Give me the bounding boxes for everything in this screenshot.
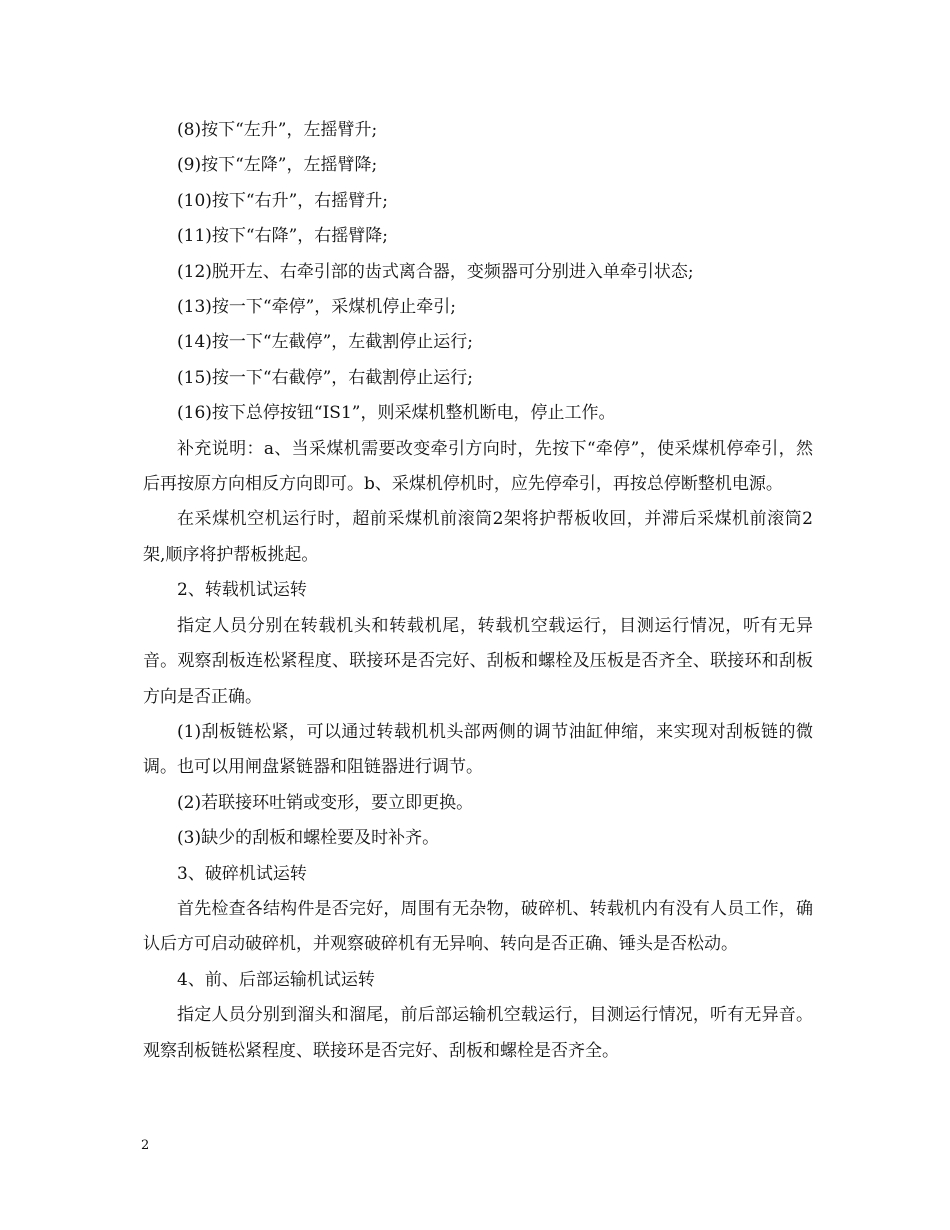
document-body (143, 113, 813, 1069)
paragraph-item-8: (8)按下“左升”，左摇臂升; (177, 120, 378, 140)
supplementary-note: 补充说明：a、当采煤机需要改变牵引方向时，先按下“牵停”，使采煤机停牵引，然后再按原方向相反方向即可。b、采煤机停机时，应先停牵引，再按总停断整机电源。 (143, 438, 813, 495)
paragraph-item-15: (15)按一下“右截停”，右截割停止运行; (177, 367, 474, 388)
paragraph-item-9: (9)按下“左降”，左摇臂降; (177, 155, 378, 176)
section-heading-crusher: 3、破碎机试运转 (177, 863, 307, 884)
paragraph-item-14: (14)按一下“左截停”，左截割停止运行; (177, 332, 474, 353)
paragraph-item-11: (11)按下“右降”，右摇臂降; (177, 226, 389, 247)
crusher-paragraph: 首先检查各结构件是否完好，周围有无杂物，破碎机、转载机内有没有人员工作，确认后方可启动破碎机，并观察破碎机有无异响、转向是否正确、锤头是否松动。 (143, 898, 813, 955)
paragraph-item-16: (16)按下总停按钮“IS1”，则采煤机整机断电，停止工作。 (177, 403, 616, 424)
page-number: 2 (141, 1138, 150, 1153)
empty-run-note: 在采煤机空机运行时，超前采煤机前滚筒2架将护帮板收回，并滞后采煤机前滚筒2架,顺序将护帮板挑起。 (143, 509, 813, 565)
transfer-machine-paragraph: 指定人员分别在转载机头和转载机尾，转载机空载运行，目测运行情况，听有无异音。观察刮板连松紧程度、联接环是否完好、刮板和螺栓及压板是否齐全、联接环和刮板方向是否正确。 (143, 615, 813, 707)
scraper-chain-adjustment: (1)刮板链松紧，可以通过转载机机头部两侧的调节油缸伸缩，来实现对刮板链的微调。也可以用闸盘紧链器和阻链器进行调节。 (143, 721, 813, 778)
section-heading-transfer-machine: 2、转载机试运转 (177, 580, 307, 601)
connector-replacement: (2)若联接环吐销或变形，要立即更换。 (177, 792, 474, 813)
paragraph-item-12: (12)脱开左、右牵引部的齿式离合器，变频器可分别进入单牵引状态; (177, 261, 694, 282)
conveyors-paragraph: 指定人员分别到溜头和溜尾，前后部运输机空载运行，目测运行情况，听有无异音。观察刮板链松紧程度、联接环是否完好、刮板和螺栓是否齐全。 (143, 1005, 813, 1061)
scraper-replacement: (3)缺少的刮板和螺栓要及时补齐。 (177, 828, 440, 849)
section-heading-conveyors: 4、前、后部运输机试运转 (177, 969, 375, 990)
paragraph-item-13: (13)按一下“牵停”，采煤机停止牵引; (177, 297, 457, 318)
paragraph-item-10: (10)按下“右升”，右摇臂升; (177, 190, 389, 211)
